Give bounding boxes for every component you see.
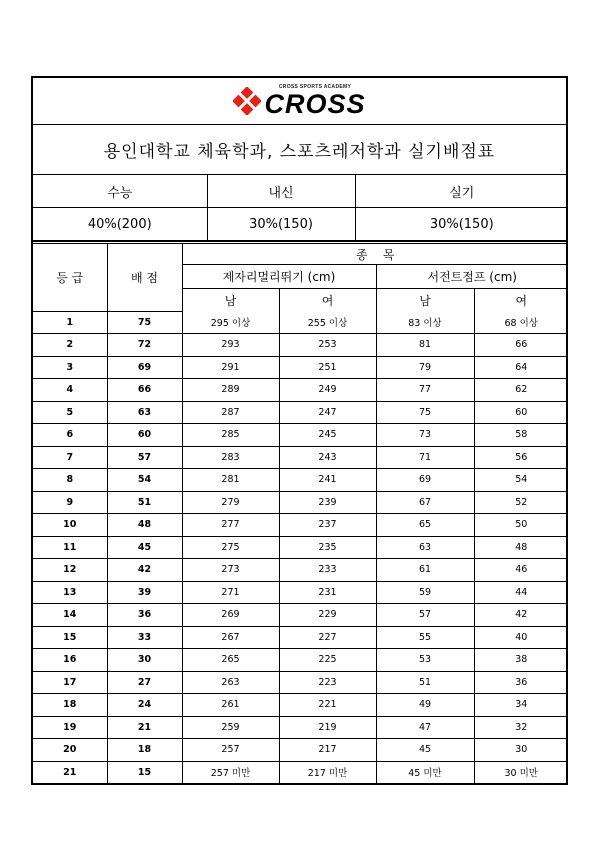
grade-cell: 18 [33, 694, 107, 717]
jump-male-cell: 273 [182, 559, 279, 582]
sargent-female-cell: 44 [474, 581, 568, 604]
jump-male-cell: 291 [182, 356, 279, 379]
sargent-female-cell: 40 [474, 626, 568, 649]
sargent-female-cell: 54 [474, 469, 568, 492]
table-row [33, 559, 568, 582]
grade-cell: 1 [33, 311, 107, 334]
score-cell: 72 [107, 334, 182, 357]
sargent-male-cell: 45 미만 [376, 761, 474, 783]
sargent-female-cell: 58 [474, 424, 568, 447]
sargent-female-cell: 50 [474, 514, 568, 537]
jump-male-cell: 271 [182, 581, 279, 604]
score-cell: 27 [107, 671, 182, 694]
table-row [33, 604, 568, 627]
jump-female-cell: 247 [279, 401, 376, 424]
jump-male-cell: 267 [182, 626, 279, 649]
score-cell: 48 [107, 514, 182, 537]
score-cell: 66 [107, 379, 182, 402]
score-cell: 42 [107, 559, 182, 582]
grade-cell: 7 [33, 446, 107, 469]
jump-male-cell: 269 [182, 604, 279, 627]
grade-cell: 2 [33, 334, 107, 357]
score-cell: 69 [107, 356, 182, 379]
score-cell: 60 [107, 424, 182, 447]
ratio-header-naesin: 내신 [207, 175, 355, 208]
sargent-female-cell: 56 [474, 446, 568, 469]
cross-logo [233, 85, 365, 118]
table-row [33, 626, 568, 649]
grade-cell: 12 [33, 559, 107, 582]
sargent-male-cell: 81 [376, 334, 474, 357]
jump-male-cell: 265 [182, 649, 279, 672]
score-sheet [31, 76, 568, 785]
table-row [33, 671, 568, 694]
sargent-male-cell: 51 [376, 671, 474, 694]
grade-cell: 19 [33, 716, 107, 739]
jump-female-cell: 245 [279, 424, 376, 447]
table-row [33, 446, 568, 469]
table-row [33, 694, 568, 717]
jump-male-cell: 287 [182, 401, 279, 424]
sargent-male-cell: 61 [376, 559, 474, 582]
jump-female-header: 여 [279, 289, 376, 312]
logo-tagline: CROSS SPORTS ACADEMY [278, 83, 352, 90]
grade-cell: 16 [33, 649, 107, 672]
score-cell: 45 [107, 536, 182, 559]
sargent-female-cell: 52 [474, 491, 568, 514]
sargent-male-cell: 83 이상 [376, 311, 474, 334]
sargent-female-cell: 48 [474, 536, 568, 559]
sargent-female-cell: 36 [474, 671, 568, 694]
grade-cell: 13 [33, 581, 107, 604]
page-title: 용인대학교 체육학과, 스포츠레저학과 실기배점표 [33, 125, 566, 175]
grade-cell: 14 [33, 604, 107, 627]
jump-male-cell: 279 [182, 491, 279, 514]
sargent-female-cell: 42 [474, 604, 568, 627]
sargent-female-cell: 64 [474, 356, 568, 379]
ratio-header-suneung: 수능 [33, 175, 207, 208]
events-header: 종 목 [182, 243, 568, 265]
sargent-male-header: 남 [376, 289, 474, 312]
jump-female-cell: 217 미만 [279, 761, 376, 783]
sargent-female-cell: 34 [474, 694, 568, 717]
grade-cell: 20 [33, 739, 107, 762]
jump-female-cell: 223 [279, 671, 376, 694]
sargent-male-cell: 75 [376, 401, 474, 424]
jump-female-cell: 249 [279, 379, 376, 402]
jump-male-cell: 257 [182, 739, 279, 762]
jump-female-cell: 241 [279, 469, 376, 492]
jump-male-cell: 285 [182, 424, 279, 447]
grade-header: 등 급 [33, 243, 107, 312]
jump-female-cell: 235 [279, 536, 376, 559]
ratio-table [33, 175, 568, 241]
ratio-value-suneung: 40%(200) [33, 208, 207, 241]
score-cell: 18 [107, 739, 182, 762]
jump-female-cell: 227 [279, 626, 376, 649]
score-cell: 75 [107, 311, 182, 334]
diamond-cross-icon [233, 87, 261, 115]
sargent-male-cell: 73 [376, 424, 474, 447]
jump-female-cell: 255 이상 [279, 311, 376, 334]
grade-cell: 11 [33, 536, 107, 559]
sargent-male-cell: 65 [376, 514, 474, 537]
jump-male-cell: 295 이상 [182, 311, 279, 334]
grade-cell: 6 [33, 424, 107, 447]
jump-male-cell: 281 [182, 469, 279, 492]
score-cell: 51 [107, 491, 182, 514]
sargent-female-cell: 30 [474, 739, 568, 762]
table-row [33, 491, 568, 514]
grade-cell: 15 [33, 626, 107, 649]
sargent-male-cell: 55 [376, 626, 474, 649]
sargent-female-cell: 68 이상 [474, 311, 568, 334]
sargent-female-cell: 46 [474, 559, 568, 582]
jump-female-cell: 237 [279, 514, 376, 537]
score-cell: 33 [107, 626, 182, 649]
sargent-female-header: 여 [474, 289, 568, 312]
score-cell: 30 [107, 649, 182, 672]
jump-male-cell: 261 [182, 694, 279, 717]
jump-female-cell: 219 [279, 716, 376, 739]
grade-cell: 3 [33, 356, 107, 379]
sargent-male-cell: 71 [376, 446, 474, 469]
grade-cell: 5 [33, 401, 107, 424]
table-row [33, 536, 568, 559]
sargent-female-cell: 60 [474, 401, 568, 424]
sargent-male-cell: 49 [376, 694, 474, 717]
jump-female-cell: 225 [279, 649, 376, 672]
sargent-female-cell: 30 미만 [474, 761, 568, 783]
table-row [33, 716, 568, 739]
table-row [33, 401, 568, 424]
table-row [33, 649, 568, 672]
score-cell: 39 [107, 581, 182, 604]
score-cell: 54 [107, 469, 182, 492]
table-row [33, 334, 568, 357]
score-rows [33, 311, 568, 783]
grade-cell: 4 [33, 379, 107, 402]
sargent-male-cell: 63 [376, 536, 474, 559]
score-cell: 57 [107, 446, 182, 469]
jump-male-cell: 289 [182, 379, 279, 402]
jump-female-cell: 217 [279, 739, 376, 762]
sargent-male-cell: 69 [376, 469, 474, 492]
score-header: 배 점 [107, 243, 182, 312]
sargent-male-cell: 79 [376, 356, 474, 379]
grade-cell: 9 [33, 491, 107, 514]
table-row [33, 761, 568, 783]
score-table [33, 241, 568, 783]
sargent-male-cell: 67 [376, 491, 474, 514]
table-row [33, 311, 568, 334]
grade-cell: 8 [33, 469, 107, 492]
table-row [33, 469, 568, 492]
sargent-female-cell: 38 [474, 649, 568, 672]
ratio-value-silgi: 30%(150) [355, 208, 568, 241]
table-row [33, 514, 568, 537]
jump-female-cell: 243 [279, 446, 376, 469]
table-row [33, 379, 568, 402]
sargent-male-cell: 47 [376, 716, 474, 739]
event-sargent-jump-header: 서전트점프 (cm) [376, 265, 568, 289]
jump-female-cell: 231 [279, 581, 376, 604]
jump-male-cell: 263 [182, 671, 279, 694]
jump-female-cell: 233 [279, 559, 376, 582]
score-cell: 21 [107, 716, 182, 739]
jump-female-cell: 239 [279, 491, 376, 514]
ratio-value-naesin: 30%(150) [207, 208, 355, 241]
logo-name: CROSS [264, 88, 366, 119]
score-cell: 63 [107, 401, 182, 424]
jump-female-cell: 229 [279, 604, 376, 627]
sargent-male-cell: 59 [376, 581, 474, 604]
sargent-female-cell: 62 [474, 379, 568, 402]
score-cell: 24 [107, 694, 182, 717]
jump-male-cell: 283 [182, 446, 279, 469]
score-cell: 36 [107, 604, 182, 627]
jump-male-cell: 259 [182, 716, 279, 739]
event-standing-jump-header: 제자리멀리뛰기 (cm) [182, 265, 376, 289]
table-row [33, 581, 568, 604]
jump-male-cell: 275 [182, 536, 279, 559]
sargent-male-cell: 77 [376, 379, 474, 402]
sargent-male-cell: 45 [376, 739, 474, 762]
table-row [33, 739, 568, 762]
table-row [33, 424, 568, 447]
jump-male-header: 남 [182, 289, 279, 312]
jump-male-cell: 257 미만 [182, 761, 279, 783]
sargent-male-cell: 53 [376, 649, 474, 672]
jump-male-cell: 277 [182, 514, 279, 537]
jump-female-cell: 251 [279, 356, 376, 379]
grade-cell: 17 [33, 671, 107, 694]
score-cell: 15 [107, 761, 182, 783]
grade-cell: 10 [33, 514, 107, 537]
table-row [33, 356, 568, 379]
sargent-female-cell: 32 [474, 716, 568, 739]
grade-cell: 21 [33, 761, 107, 783]
jump-female-cell: 253 [279, 334, 376, 357]
logo-header [33, 78, 566, 125]
jump-male-cell: 293 [182, 334, 279, 357]
ratio-header-silgi: 실기 [355, 175, 568, 208]
jump-female-cell: 221 [279, 694, 376, 717]
sargent-male-cell: 57 [376, 604, 474, 627]
sargent-female-cell: 66 [474, 334, 568, 357]
